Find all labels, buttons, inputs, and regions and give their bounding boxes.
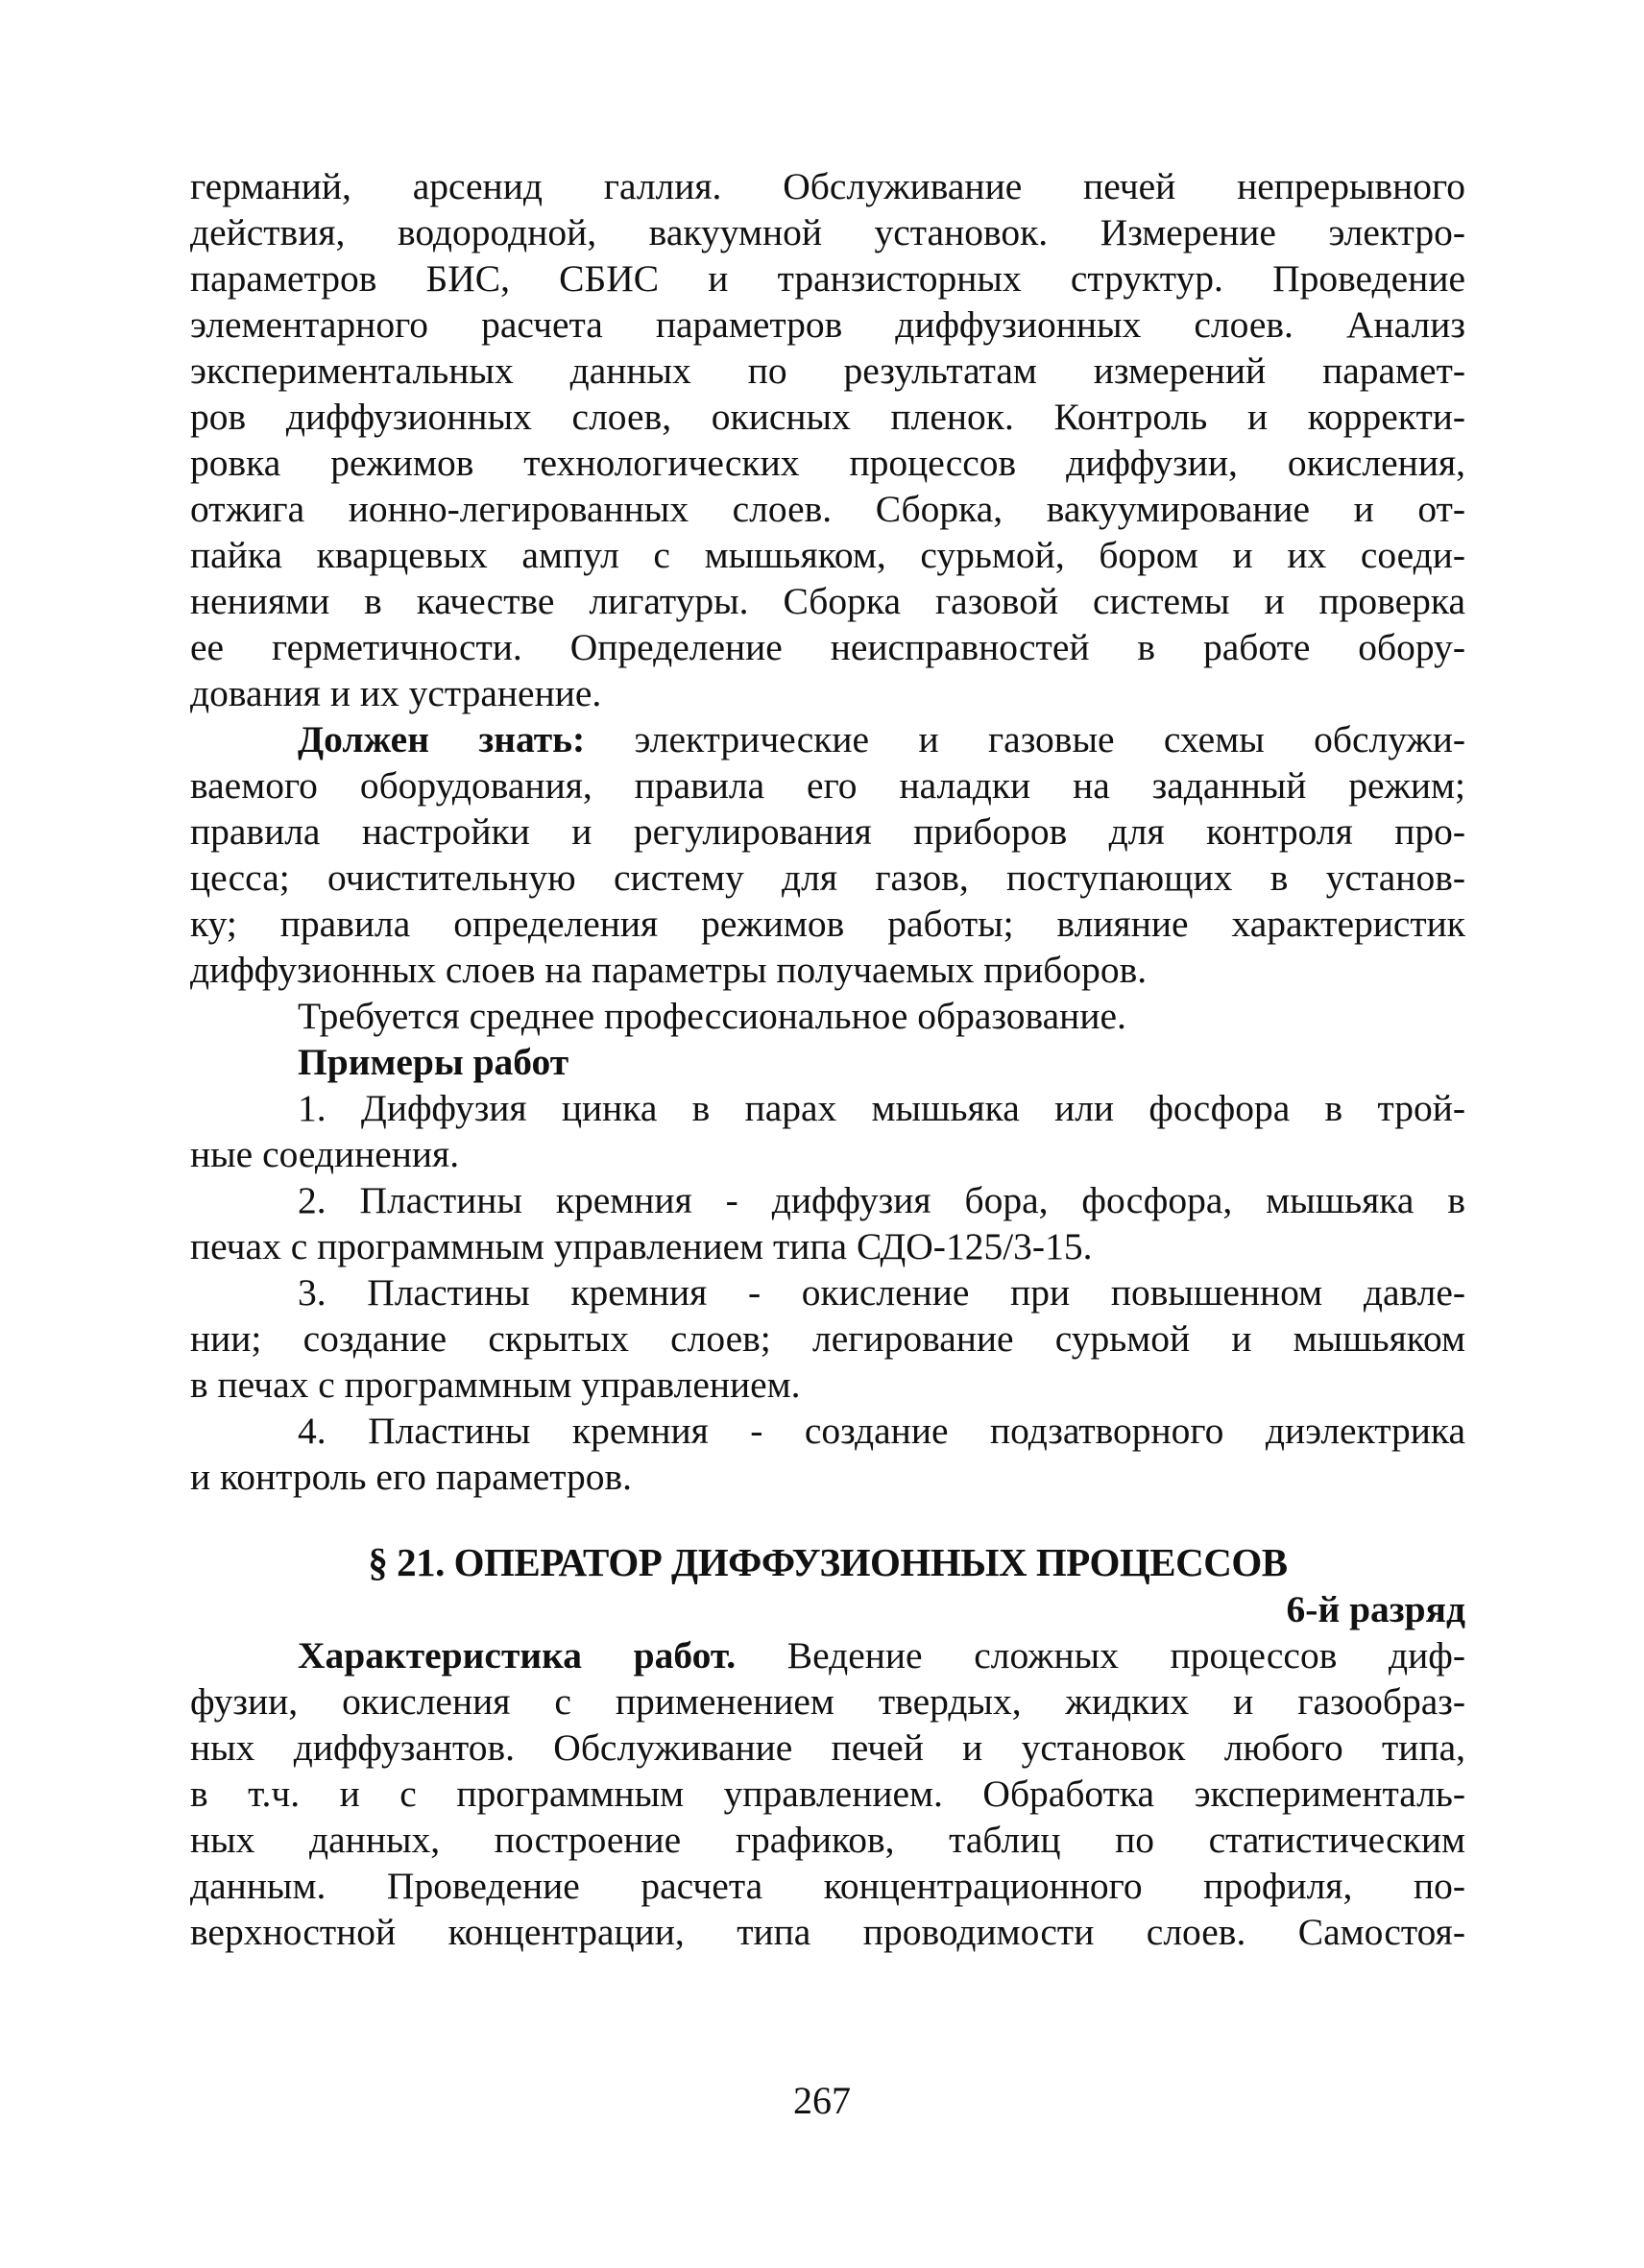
section-rank: 6-й разряд: [1286, 1588, 1465, 1630]
education-paragraph: [190, 993, 1465, 1039]
text-line: печах с программным управлением типа СДО-125/3-15.: [190, 1225, 1093, 1267]
characteristics-paragraph: [190, 1632, 1465, 1955]
examples-heading: Примеры работ: [298, 1041, 569, 1083]
page-number: 267: [793, 2079, 851, 2122]
text-line: действия, водородной, вакуумной установок. Измерение электро-: [190, 211, 1465, 253]
examples-section: [190, 1039, 1465, 1500]
characteristics-first-line: [190, 1632, 1465, 1678]
example-item-1: 1. Диффузия цинка в парах мышьяка или фосфора в трой-: [298, 1087, 1465, 1129]
text-line: цесса; очистительную систему для газов, поступающих в установ-: [190, 857, 1465, 899]
example-item-3: 3. Пластины кремния - окисление при повышенном давле-: [298, 1271, 1465, 1314]
text-line: отжига ионно-легированных слоев. Сборка, вакуумирование и от-: [190, 488, 1465, 530]
must-know-first-line: [190, 716, 1465, 762]
text-line: диффузионных слоев на параметры получаемых приборов.: [190, 949, 1148, 991]
text-line: ровка режимов технологических процессов диффузии, окисления,: [190, 442, 1465, 484]
text-line: данным. Проведение расчета концентрационного профиля, по-: [190, 1865, 1465, 1907]
must-know-first-text: электрические и газовые схемы обслужи-: [634, 718, 1466, 760]
characteristics-label: Характеристика работ.: [298, 1634, 737, 1677]
text-line: пайка кварцевых ампул с мышьяком, сурьмой, бором и их соеди-: [190, 534, 1465, 576]
text-line: ров диффузионных слоев, окисных пленок. Контроль и корректи-: [190, 396, 1465, 438]
example-item-4: 4. Пластины кремния - создание подзатворного диэлектрика: [298, 1410, 1465, 1452]
must-know-paragraph: [190, 716, 1465, 993]
text-line: экспериментальных данных по результатам измерений парамет-: [190, 350, 1465, 392]
text-line: параметров БИС, СБИС и транзисторных структур. Проведение: [190, 257, 1465, 300]
section-spacer: [190, 1500, 1465, 1538]
page-content: [190, 163, 1465, 1955]
text-line: нии; создание скрытых слоев; легирование сурьмой и мышьяком: [190, 1317, 1465, 1360]
text-line: фузии, окисления с применением твердых, жидких и газообраз-: [190, 1680, 1465, 1723]
text-line: ные соединения.: [190, 1133, 460, 1175]
text-line: верхностной концентрации, типа проводимости слоев. Самостоя-: [190, 1911, 1465, 1953]
section-title: § 21. ОПЕРАТОР ДИФФУЗИОННЫХ ПРОЦЕССОВ: [368, 1540, 1288, 1584]
text-line: элементарного расчета параметров диффузионных слоев. Анализ: [190, 303, 1465, 346]
text-line: германий, арсенид галлия. Обслуживание печей непрерывного: [190, 165, 1465, 207]
example-item-2: 2. Пластины кремния - диффузия бора, фосфора, мышьяка в: [298, 1179, 1465, 1221]
must-know-label: Должен знать:: [298, 718, 586, 760]
text-line: нениями в качестве лигатуры. Сборка газовой системы и проверка: [190, 580, 1465, 622]
text-line: ее герметичности. Определение неисправностей в работе обору-: [190, 626, 1465, 668]
text-line: правила настройки и регулирования приборов для контроля про-: [190, 810, 1465, 853]
text-line: в печах с программным управлением.: [190, 1363, 801, 1406]
text-line: дования и их устранение.: [190, 672, 602, 714]
text-line: в т.ч. и с программным управлением. Обработка эксперименталь-: [190, 1773, 1465, 1815]
text-line: ваемого оборудования, правила его наладки на заданный режим;: [190, 764, 1465, 807]
top-paragraph: [190, 163, 1465, 716]
text-line: и контроль его параметров.: [190, 1456, 633, 1498]
text-line: ных диффузантов. Обслуживание печей и установок любого типа,: [190, 1726, 1465, 1769]
text-line: ных данных, построение графиков, таблиц по статистическим: [190, 1819, 1465, 1861]
text-line: ку; правила определения режимов работы; влияние характеристик: [190, 903, 1465, 945]
education-text: Требуется среднее профессиональное образование.: [298, 995, 1126, 1037]
characteristics-first-text: Ведение сложных процессов диф-: [786, 1634, 1465, 1677]
